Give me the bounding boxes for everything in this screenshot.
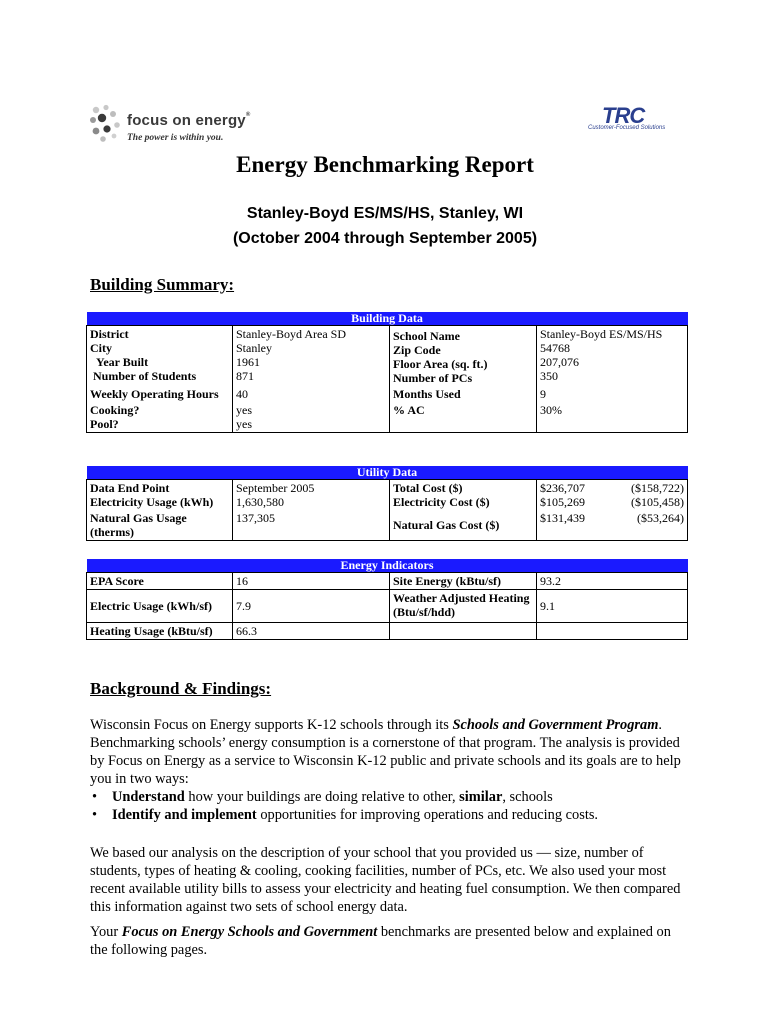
data-end-point-label: Data End Point Electricity Usage (kWh)	[87, 480, 233, 511]
school-name-label: School Name Zip Code Floor Area (sq. ft.) Number of PCs	[390, 326, 537, 387]
background-findings-heading: Background & Findings:	[90, 679, 272, 698]
total-cost-diffs: ($158,722) ($105,458)	[607, 480, 688, 511]
months-used-value: 9	[537, 386, 688, 402]
trc-logo	[588, 103, 668, 135]
electric-usage-label: Electric Usage (kWh/sf)	[87, 590, 233, 623]
cooking-pool-values: yes yes	[233, 402, 390, 433]
utility-data-table	[86, 466, 688, 541]
district-label: District City Year Built Number of Students	[87, 326, 233, 387]
data-end-point-values: September 2005 1,630,580	[233, 480, 390, 511]
gas-usage-label: Natural Gas Usage (therms)	[87, 510, 233, 541]
gas-cost-diff: ($53,264)	[607, 510, 688, 541]
total-cost-label: Total Cost ($) Electricity Cost ($)	[390, 480, 537, 511]
school-name-values: Stanley-Boyd ES/MS/HS 54768 207,076 350	[537, 326, 688, 387]
weather-adjusted-value: 9.1	[537, 590, 688, 623]
report-title: Energy Benchmarking Report	[236, 152, 534, 177]
epa-score-label: EPA Score	[87, 573, 233, 590]
focus-on-energy-logo	[90, 104, 260, 148]
energy-indicators-header: Energy Indicators	[87, 559, 688, 573]
findings-intro	[90, 716, 690, 824]
gas-cost-label: Natural Gas Cost ($)	[390, 510, 537, 541]
epa-score-value: 16	[233, 573, 390, 590]
period-line: (October 2004 through September 2005)	[232, 230, 538, 247]
electric-usage-value: 7.9	[233, 590, 390, 623]
utility-data-header: Utility Data	[87, 466, 688, 480]
gas-cost-value: $131,439	[537, 510, 607, 541]
findings-paragraph-2: We based our analysis on the description of your school that you provided us — size, number of students, types of heating & cooling, cooking facilities, number of PCs, etc. We also used your most recent available utility bills to assess your electricity and heating fuel consumption. We then compared this information against two sets of school energy data.	[90, 845, 681, 915]
goals-list	[90, 788, 690, 824]
gas-usage-value: 137,305	[233, 510, 390, 541]
focus-on-energy-dots-icon	[90, 104, 124, 144]
heating-usage-value: 66.3	[233, 623, 390, 640]
heating-usage-label: Heating Usage (kBtu/sf)	[87, 623, 233, 640]
empty-cell	[537, 623, 688, 640]
months-used-label: Months Used	[390, 386, 537, 402]
goal-identify: • Identify and implement opportunities for improving operations and reducing costs.	[90, 806, 690, 824]
trc-tagline: Customer-Focused Solutions	[588, 125, 666, 131]
findings-paragraph-3: Your Focus on Energy Schools and Government benchmarks are presented below and explained on the following pages.	[90, 924, 671, 958]
trc-wordmark: TRC	[602, 103, 645, 128]
building-data-table	[86, 312, 688, 433]
site-energy-value: 93.2	[537, 573, 688, 590]
focus-on-energy-tagline: The power is within you.	[127, 133, 224, 143]
operating-hours-label: Weekly Operating Hours	[87, 386, 233, 402]
empty-cell	[390, 623, 537, 640]
school-line: Stanley-Boyd ES/MS/HS, Stanley, WI	[246, 205, 524, 222]
building-summary-heading: Building Summary:	[90, 275, 235, 294]
cooking-pool-label: Cooking? Pool?	[87, 402, 233, 433]
focus-on-energy-wordmark: focus on energy®	[127, 112, 251, 129]
weather-adjusted-label: Weather Adjusted Heating (Btu/sf/hdd)	[390, 590, 537, 623]
building-data-header: Building Data	[87, 312, 688, 326]
ac-value: 30%	[537, 402, 688, 433]
goal-understand: • Understand how your buildings are doing relative to other, similar, schools	[90, 788, 690, 806]
operating-hours-value: 40	[233, 386, 390, 402]
total-cost-values: $236,707 $105,269	[537, 480, 607, 511]
district-values: Stanley-Boyd Area SD Stanley 1961 871	[233, 326, 390, 387]
ac-label: % AC	[390, 402, 537, 433]
site-energy-label: Site Energy (kBtu/sf)	[390, 573, 537, 590]
findings-paragraph-1: Wisconsin Focus on Energy supports K-12 schools through its Schools and Government Program. Benchmarking schools’ energy consumption is a cornerstone of that program. The analysis is provided by Focus on Energy as a service to Wisconsin K-12 public and private schools and its goals are to help you in two ways:	[90, 717, 681, 787]
energy-indicators-table	[86, 559, 688, 640]
